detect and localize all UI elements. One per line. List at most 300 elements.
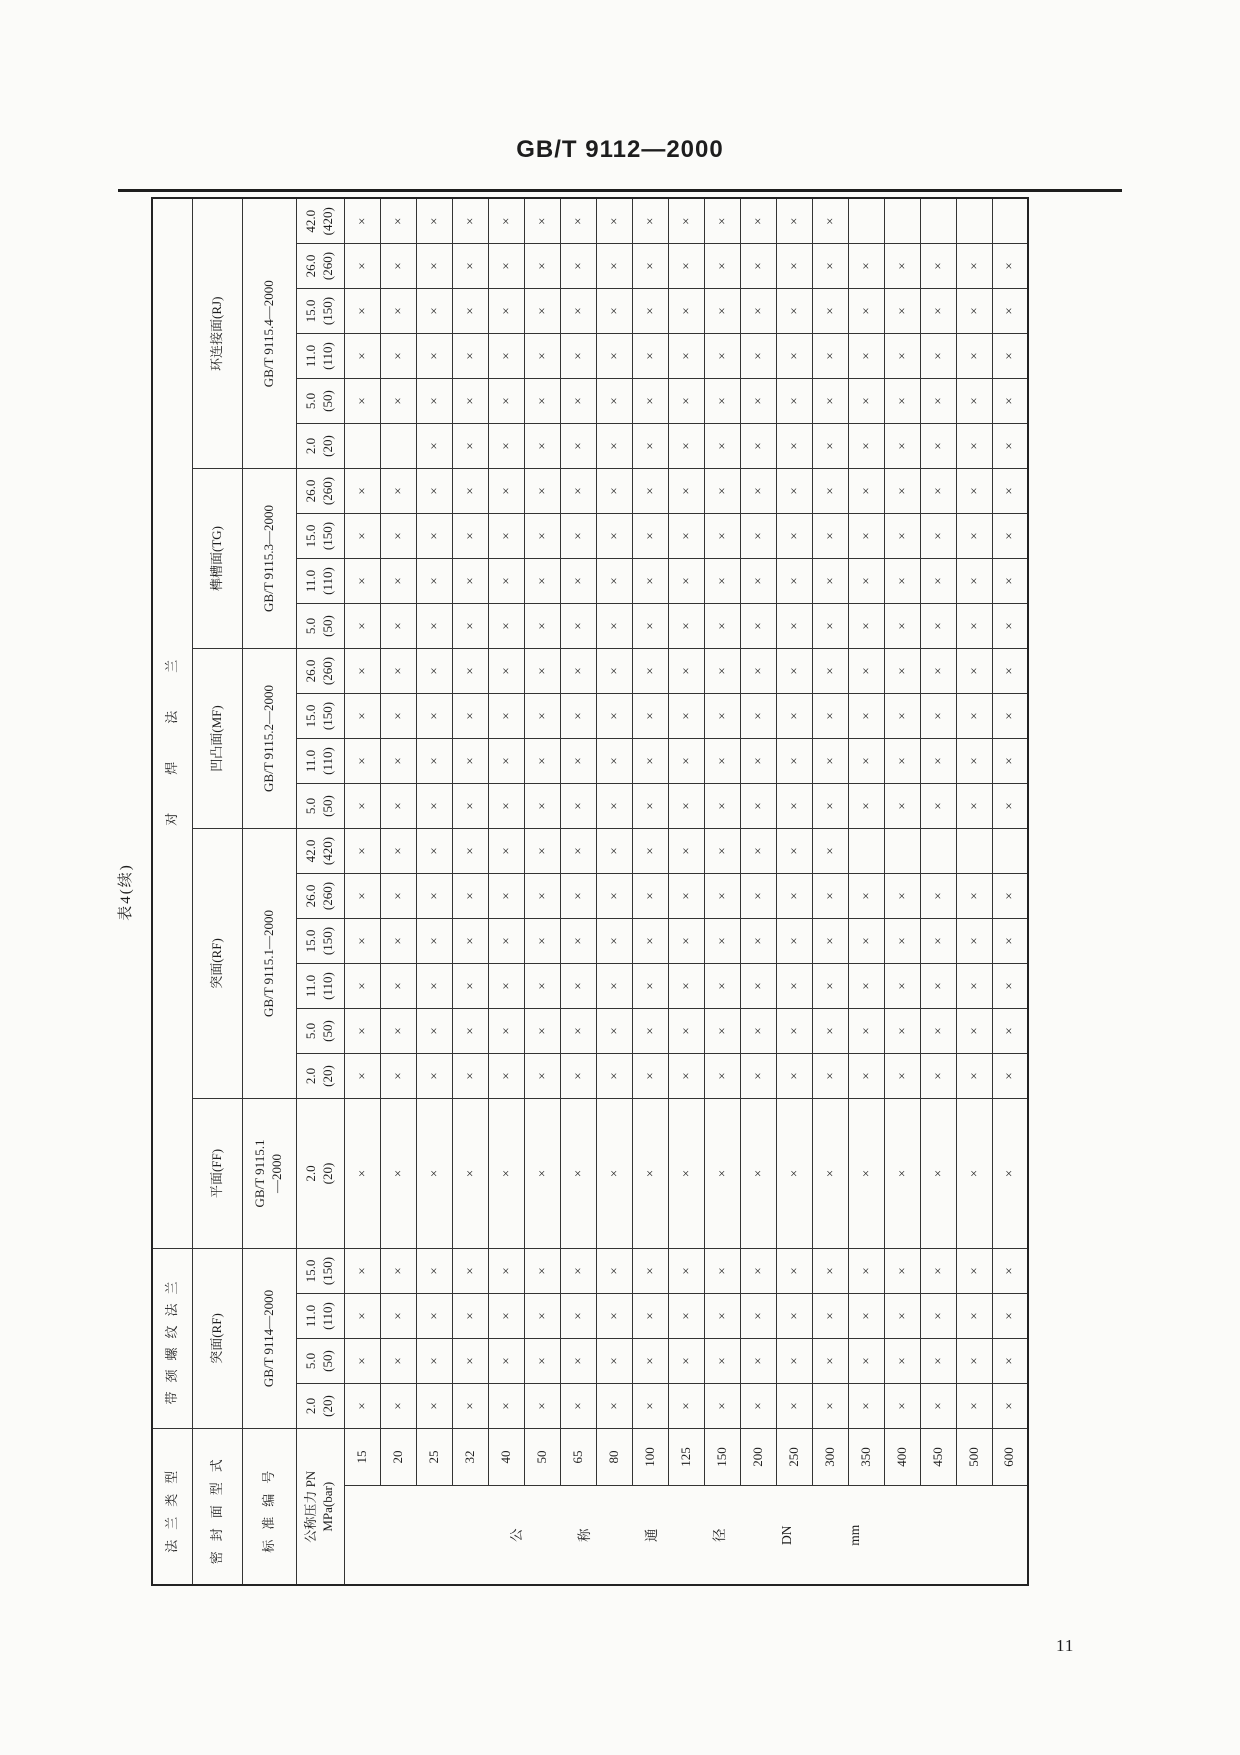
mark-cell: × <box>740 289 776 334</box>
mark-cell: × <box>488 514 524 559</box>
mark-cell: × <box>596 469 632 514</box>
mark-cell: × <box>812 379 848 424</box>
mark-cell: × <box>812 1384 848 1429</box>
mark-cell: × <box>848 1339 884 1384</box>
mark-cell: × <box>740 649 776 694</box>
mark-cell: × <box>488 1099 524 1249</box>
dn-row <box>416 199 452 1586</box>
mark-cell: × <box>632 1249 668 1294</box>
mark-cell: × <box>956 334 992 379</box>
mark-cell: × <box>416 919 452 964</box>
dn-row <box>380 199 416 1586</box>
mark-cell: × <box>704 604 740 649</box>
mark-cell: × <box>776 1054 812 1099</box>
mark-cell: × <box>776 199 812 244</box>
mark-cell: × <box>740 244 776 289</box>
dn-row <box>524 199 560 1586</box>
mark-cell: × <box>452 784 488 829</box>
mark-cell: × <box>344 514 380 559</box>
mark-cell: × <box>668 424 704 469</box>
mark-cell: × <box>632 334 668 379</box>
mark-cell: × <box>632 199 668 244</box>
pressure-header-cell: 11.0 (110) <box>296 964 344 1009</box>
mark-cell: × <box>488 1339 524 1384</box>
mark-cell: × <box>380 289 416 334</box>
mark-cell: × <box>920 694 956 739</box>
dn-axis-title-char: mm <box>846 1524 862 1546</box>
mark-cell: × <box>848 964 884 1009</box>
dn-value-cell: 80 <box>596 1429 632 1486</box>
mark-cell: × <box>776 964 812 1009</box>
pressure-header-cell: 11.0 (110) <box>296 1294 344 1339</box>
pressure-header-cell: 5.0 (50) <box>296 379 344 424</box>
rotated-table-block <box>113 196 1029 1588</box>
mark-cell: × <box>416 649 452 694</box>
mark-cell: × <box>704 469 740 514</box>
mark-cell: × <box>596 559 632 604</box>
mark-cell: × <box>956 514 992 559</box>
mark-cell <box>956 199 992 244</box>
mark-cell: × <box>560 334 596 379</box>
face-type-header: 榫槽面(TG) <box>192 469 242 649</box>
dn-row <box>344 199 380 1586</box>
dn-value-cell: 50 <box>524 1429 560 1486</box>
mark-cell: × <box>884 874 920 919</box>
mark-cell: × <box>668 1384 704 1429</box>
mark-cell: × <box>704 559 740 604</box>
mark-cell: × <box>632 604 668 649</box>
mark-cell: × <box>920 964 956 1009</box>
mark-cell: × <box>596 1339 632 1384</box>
mark-cell: × <box>452 334 488 379</box>
mark-cell <box>884 199 920 244</box>
standard-no-header: GB/T 9115.3—2000 <box>242 469 296 649</box>
dn-value-cell: 40 <box>488 1429 524 1486</box>
mark-cell: × <box>596 694 632 739</box>
mark-cell: × <box>560 1339 596 1384</box>
mark-cell: × <box>920 1249 956 1294</box>
mark-cell: × <box>632 379 668 424</box>
face-type-header: 凹凸面(MF) <box>192 649 242 829</box>
mark-cell: × <box>920 514 956 559</box>
dn-axis-title-char: 径 <box>711 1528 727 1542</box>
mark-cell: × <box>668 829 704 874</box>
mark-cell: × <box>992 379 1028 424</box>
mark-cell: × <box>524 1054 560 1099</box>
mark-cell: × <box>524 1009 560 1054</box>
mark-cell: × <box>416 244 452 289</box>
mark-cell: × <box>488 1384 524 1429</box>
mark-cell: × <box>560 199 596 244</box>
mark-cell: × <box>668 244 704 289</box>
mark-cell: × <box>812 829 848 874</box>
mark-cell: × <box>344 1054 380 1099</box>
mark-cell: × <box>524 1294 560 1339</box>
mark-cell: × <box>704 334 740 379</box>
mark-cell: × <box>632 1384 668 1429</box>
mark-cell: × <box>488 244 524 289</box>
dn-row <box>560 199 596 1586</box>
flange-group-header: 对焊法兰 <box>152 199 192 1249</box>
mark-cell: × <box>992 649 1028 694</box>
mark-cell: × <box>992 1339 1028 1384</box>
mark-cell: × <box>452 289 488 334</box>
mark-cell: × <box>380 514 416 559</box>
mark-cell: × <box>452 649 488 694</box>
mark-cell: × <box>956 1384 992 1429</box>
mark-cell: × <box>776 559 812 604</box>
mark-cell: × <box>524 1339 560 1384</box>
mark-cell: × <box>488 1054 524 1099</box>
mark-cell: × <box>524 694 560 739</box>
pressure-header-cell: 2.0 (20) <box>296 1054 344 1099</box>
mark-cell: × <box>704 1339 740 1384</box>
mark-cell: × <box>596 199 632 244</box>
mark-cell: × <box>416 559 452 604</box>
mark-cell: × <box>632 964 668 1009</box>
mark-cell: × <box>452 964 488 1009</box>
mark-cell: × <box>848 1099 884 1249</box>
mark-cell: × <box>524 559 560 604</box>
mark-cell: × <box>344 244 380 289</box>
mark-cell: × <box>740 1339 776 1384</box>
mark-cell: × <box>992 334 1028 379</box>
mark-cell: × <box>560 694 596 739</box>
mark-cell: × <box>884 649 920 694</box>
pressure-header-cell: 2.0 (20) <box>296 1384 344 1429</box>
mark-cell: × <box>668 919 704 964</box>
mark-cell: × <box>776 514 812 559</box>
mark-cell <box>920 199 956 244</box>
dn-row <box>740 199 776 1586</box>
mark-cell: × <box>452 829 488 874</box>
mark-cell: × <box>776 784 812 829</box>
mark-cell: × <box>344 1099 380 1249</box>
mark-cell: × <box>632 1054 668 1099</box>
mark-cell: × <box>848 1249 884 1294</box>
dn-value-cell: 600 <box>992 1429 1028 1486</box>
mark-cell: × <box>668 1249 704 1294</box>
mark-cell: × <box>848 244 884 289</box>
flange-table <box>151 198 1029 1587</box>
mark-cell: × <box>380 604 416 649</box>
mark-cell <box>884 829 920 874</box>
mark-cell: × <box>704 379 740 424</box>
mark-cell: × <box>920 289 956 334</box>
dn-row <box>704 199 740 1586</box>
mark-cell: × <box>704 694 740 739</box>
mark-cell: × <box>776 1009 812 1054</box>
pressure-header-cell: 5.0 (50) <box>296 1009 344 1054</box>
mark-cell: × <box>668 1009 704 1054</box>
mark-cell: × <box>452 244 488 289</box>
mark-cell: × <box>452 514 488 559</box>
mark-cell: × <box>956 289 992 334</box>
dn-axis-title-char: 称 <box>576 1528 592 1542</box>
mark-cell: × <box>452 1294 488 1339</box>
mark-cell: × <box>776 919 812 964</box>
mark-cell: × <box>344 199 380 244</box>
dn-value-cell: 150 <box>704 1429 740 1486</box>
mark-cell: × <box>488 784 524 829</box>
pressure-header-cell: 42.0 (420) <box>296 829 344 874</box>
mark-cell: × <box>704 1009 740 1054</box>
mark-cell: × <box>668 604 704 649</box>
mark-cell: × <box>416 1294 452 1339</box>
dn-value-cell: 200 <box>740 1429 776 1486</box>
mark-cell: × <box>776 1249 812 1294</box>
mark-cell: × <box>524 469 560 514</box>
mark-cell: × <box>956 604 992 649</box>
mark-cell: × <box>920 1339 956 1384</box>
mark-cell: × <box>884 964 920 1009</box>
mark-cell: × <box>344 469 380 514</box>
mark-cell: × <box>344 604 380 649</box>
mark-cell: × <box>740 874 776 919</box>
mark-cell: × <box>380 964 416 1009</box>
mark-cell: × <box>992 1294 1028 1339</box>
mark-cell: × <box>416 424 452 469</box>
mark-cell: × <box>524 244 560 289</box>
mark-cell: × <box>776 694 812 739</box>
mark-cell: × <box>668 874 704 919</box>
mark-cell: × <box>884 1099 920 1249</box>
mark-cell: × <box>380 649 416 694</box>
mark-cell: × <box>776 829 812 874</box>
mark-cell: × <box>848 424 884 469</box>
mark-cell <box>380 424 416 469</box>
mark-cell: × <box>920 1009 956 1054</box>
mark-cell: × <box>704 739 740 784</box>
pressure-header-cell: 42.0 (420) <box>296 199 344 244</box>
mark-cell: × <box>776 244 812 289</box>
mark-cell: × <box>812 649 848 694</box>
mark-cell: × <box>884 1009 920 1054</box>
mark-cell: × <box>740 514 776 559</box>
mark-cell: × <box>920 604 956 649</box>
mark-cell: × <box>632 1009 668 1054</box>
mark-cell: × <box>992 1054 1028 1099</box>
mark-cell <box>344 424 380 469</box>
mark-cell: × <box>488 649 524 694</box>
doc-number: GB/T 9112—2000 <box>516 136 724 163</box>
mark-cell: × <box>560 1099 596 1249</box>
mark-cell: × <box>344 289 380 334</box>
mark-cell: × <box>920 334 956 379</box>
mark-cell: × <box>596 649 632 694</box>
mark-cell <box>920 829 956 874</box>
mark-cell: × <box>740 784 776 829</box>
mark-cell: × <box>920 1099 956 1249</box>
mark-cell: × <box>812 964 848 1009</box>
mark-cell: × <box>704 919 740 964</box>
mark-cell: × <box>776 874 812 919</box>
mark-cell: × <box>560 964 596 1009</box>
mark-cell: × <box>560 559 596 604</box>
mark-cell: × <box>596 829 632 874</box>
stub-pressure: 公称压力 PN MPa(bar) <box>296 1429 344 1586</box>
mark-cell: × <box>596 784 632 829</box>
mark-cell: × <box>884 244 920 289</box>
pressure-header-cell: 11.0 (110) <box>296 739 344 784</box>
mark-cell: × <box>596 1054 632 1099</box>
mark-cell: × <box>920 244 956 289</box>
mark-cell: × <box>812 739 848 784</box>
mark-cell: × <box>560 919 596 964</box>
mark-cell: × <box>668 334 704 379</box>
mark-cell: × <box>668 784 704 829</box>
mark-cell: × <box>452 424 488 469</box>
mark-cell: × <box>884 1294 920 1339</box>
mark-cell: × <box>740 964 776 1009</box>
mark-cell: × <box>740 604 776 649</box>
mark-cell: × <box>416 469 452 514</box>
mark-cell <box>848 829 884 874</box>
mark-cell: × <box>560 1054 596 1099</box>
mark-cell: × <box>848 1054 884 1099</box>
mark-cell: × <box>848 919 884 964</box>
mark-cell: × <box>452 1009 488 1054</box>
dn-value-cell: 65 <box>560 1429 596 1486</box>
dn-value-cell: 125 <box>668 1429 704 1486</box>
mark-cell: × <box>956 559 992 604</box>
dn-row <box>488 199 524 1586</box>
mark-cell: × <box>704 244 740 289</box>
mark-cell: × <box>596 964 632 1009</box>
mark-cell: × <box>704 649 740 694</box>
mark-cell: × <box>776 1294 812 1339</box>
mark-cell: × <box>596 1249 632 1294</box>
mark-cell: × <box>524 1249 560 1294</box>
mark-cell: × <box>560 514 596 559</box>
mark-cell: × <box>524 874 560 919</box>
mark-cell: × <box>452 1099 488 1249</box>
mark-cell: × <box>344 1009 380 1054</box>
mark-cell: × <box>920 739 956 784</box>
mark-cell: × <box>488 289 524 334</box>
mark-cell: × <box>668 379 704 424</box>
mark-cell: × <box>452 874 488 919</box>
mark-cell: × <box>992 1099 1028 1249</box>
mark-cell: × <box>812 919 848 964</box>
mark-cell: × <box>848 694 884 739</box>
mark-cell: × <box>380 739 416 784</box>
mark-cell: × <box>632 694 668 739</box>
mark-cell: × <box>524 289 560 334</box>
mark-cell <box>848 199 884 244</box>
dn-value-cell: 450 <box>920 1429 956 1486</box>
pressure-header-cell: 26.0 (260) <box>296 244 344 289</box>
mark-cell: × <box>848 334 884 379</box>
mark-cell: × <box>416 604 452 649</box>
mark-cell: × <box>488 469 524 514</box>
mark-cell: × <box>848 649 884 694</box>
mark-cell: × <box>884 1339 920 1384</box>
standard-no-header: GB/T 9115.4—2000 <box>242 199 296 469</box>
mark-cell: × <box>524 829 560 874</box>
mark-cell: × <box>380 919 416 964</box>
mark-cell: × <box>560 1009 596 1054</box>
dn-value-cell: 100 <box>632 1429 668 1486</box>
pressure-header-cell: 5.0 (50) <box>296 604 344 649</box>
mark-cell: × <box>812 694 848 739</box>
pressure-header-cell: 11.0 (110) <box>296 559 344 604</box>
mark-cell: × <box>452 739 488 784</box>
mark-cell: × <box>560 604 596 649</box>
mark-cell <box>956 829 992 874</box>
mark-cell: × <box>596 874 632 919</box>
mark-cell: × <box>920 1294 956 1339</box>
mark-cell: × <box>632 1294 668 1339</box>
mark-cell: × <box>992 424 1028 469</box>
mark-cell: × <box>956 424 992 469</box>
mark-cell: × <box>920 469 956 514</box>
mark-cell: × <box>452 559 488 604</box>
mark-cell: × <box>704 289 740 334</box>
mark-cell: × <box>812 1054 848 1099</box>
mark-cell: × <box>560 649 596 694</box>
pressure-header-cell: 26.0 (260) <box>296 469 344 514</box>
mark-cell: × <box>596 289 632 334</box>
dn-row <box>812 199 848 1586</box>
mark-cell: × <box>560 469 596 514</box>
mark-cell: × <box>776 649 812 694</box>
mark-cell <box>992 829 1028 874</box>
mark-cell: × <box>488 1009 524 1054</box>
mark-cell: × <box>740 424 776 469</box>
mark-cell: × <box>416 334 452 379</box>
mark-cell: × <box>416 964 452 1009</box>
mark-cell: × <box>740 829 776 874</box>
mark-cell: × <box>560 1294 596 1339</box>
mark-cell: × <box>380 199 416 244</box>
mark-cell: × <box>380 469 416 514</box>
mark-cell <box>992 199 1028 244</box>
mark-cell: × <box>884 559 920 604</box>
mark-cell: × <box>668 469 704 514</box>
mark-cell: × <box>344 1384 380 1429</box>
mark-cell: × <box>704 874 740 919</box>
mark-cell: × <box>632 1099 668 1249</box>
mark-cell: × <box>812 514 848 559</box>
mark-cell: × <box>596 244 632 289</box>
mark-cell: × <box>776 424 812 469</box>
mark-cell: × <box>776 739 812 784</box>
pressure-header-cell: 5.0 (50) <box>296 1339 344 1384</box>
mark-cell: × <box>344 1249 380 1294</box>
mark-cell: × <box>416 1249 452 1294</box>
mark-cell: × <box>416 514 452 559</box>
mark-cell: × <box>416 289 452 334</box>
dn-row <box>884 199 920 1586</box>
mark-cell: × <box>452 694 488 739</box>
mark-cell: × <box>632 244 668 289</box>
mark-cell: × <box>992 919 1028 964</box>
mark-cell: × <box>992 559 1028 604</box>
mark-cell: × <box>416 1099 452 1249</box>
mark-cell: × <box>848 739 884 784</box>
mark-cell: × <box>524 424 560 469</box>
mark-cell: × <box>884 1054 920 1099</box>
dn-value-cell: 300 <box>812 1429 848 1486</box>
mark-cell: × <box>812 1009 848 1054</box>
mark-cell: × <box>956 694 992 739</box>
mark-cell: × <box>776 604 812 649</box>
mark-cell: × <box>956 1294 992 1339</box>
mark-cell: × <box>560 1384 596 1429</box>
mark-cell: × <box>668 514 704 559</box>
mark-cell: × <box>704 514 740 559</box>
